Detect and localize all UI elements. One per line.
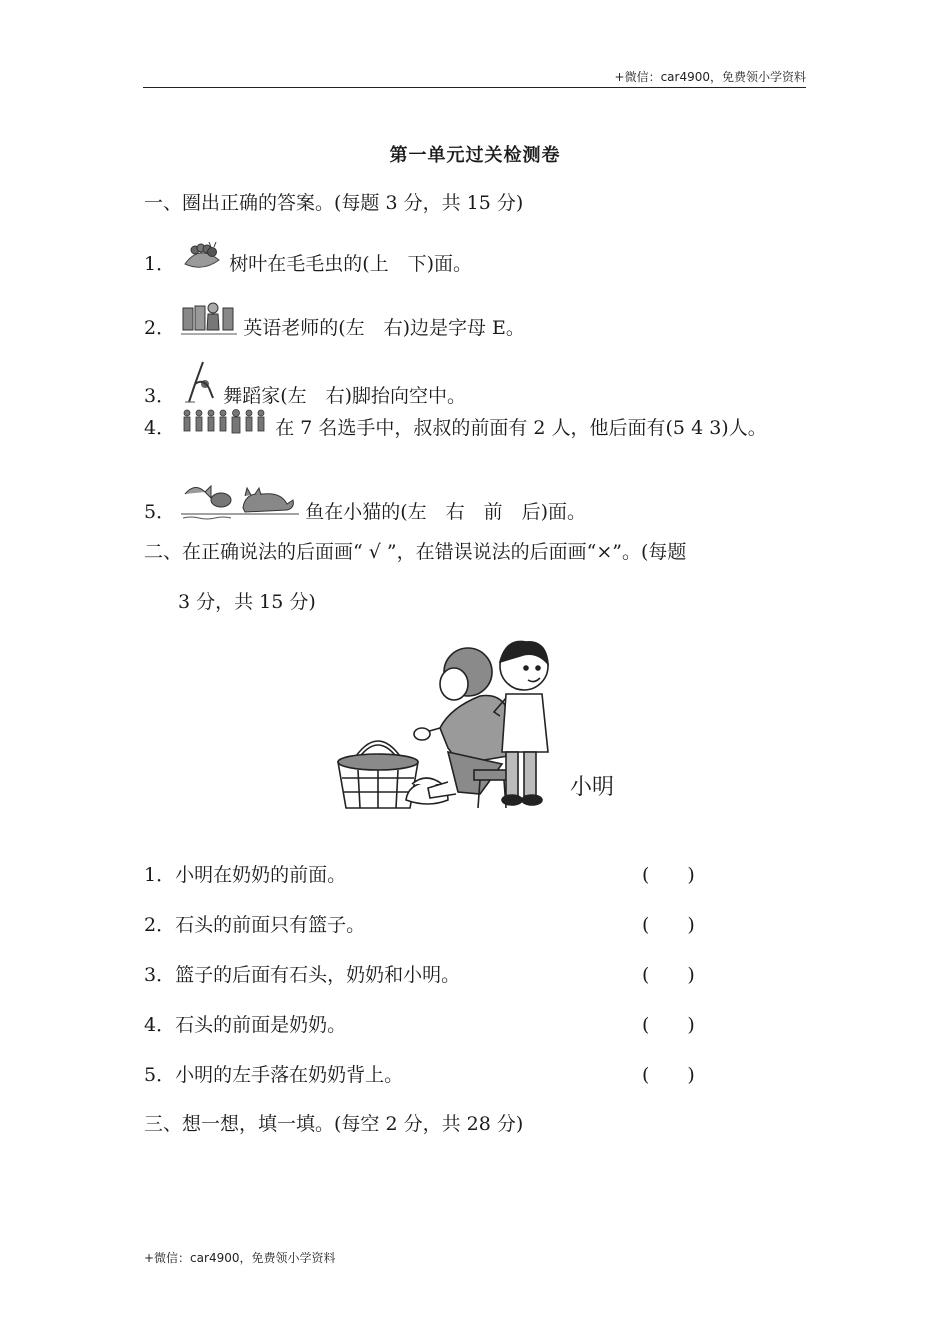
answer-blank-5[interactable]: ( )	[642, 1064, 695, 1086]
question-text: 鱼在小猫的(左 右 前 后)面。	[305, 501, 587, 523]
judge-item-3: 3．篮子的后面有石头，奶奶和小明。	[144, 964, 461, 986]
question-4	[144, 408, 767, 443]
teacher-letters-picture	[181, 298, 237, 343]
question-number: 3．	[144, 385, 176, 407]
question-2	[144, 298, 525, 343]
judge-item-2: 2．石头的前面只有篮子。	[144, 914, 366, 936]
question-1	[144, 238, 472, 279]
question-text: 英语老师的(左 右)边是字母 E。	[243, 317, 525, 339]
question-3	[144, 358, 466, 411]
question-number: 5．	[144, 501, 176, 523]
header-note: +微信：car4900，免费领小学资料	[614, 70, 806, 84]
question-text: 舞蹈家(左 右)脚抬向空中。	[223, 385, 467, 407]
section2-heading-line1: 二、在正确说法的后面画“ √ ”，在错误说法的后面画“×”。(每题	[144, 541, 687, 563]
answer-blank-4[interactable]: ( )	[642, 1014, 695, 1036]
grandma-xiaoming-picture	[330, 632, 570, 818]
caterpillar-leaf-picture	[181, 238, 223, 279]
judge-item-4: 4．石头的前面是奶奶。	[144, 1014, 347, 1036]
page-title: 第一单元过关检测卷	[389, 145, 561, 166]
fish-cat-picture	[181, 478, 299, 527]
question-number: 4．	[144, 417, 176, 439]
runners-picture	[181, 408, 269, 443]
section1-heading: 一、圈出正确的答案。(每题 3 分，共 15 分)	[144, 192, 524, 214]
question-5	[144, 478, 586, 527]
question-text: 树叶在毛毛虫的(上 下)面。	[229, 253, 473, 275]
answer-blank-3[interactable]: ( )	[642, 964, 695, 986]
section3-heading: 三、想一想，填一填。(每空 2 分，共 28 分)	[144, 1113, 524, 1135]
section2-heading-line2: 3 分，共 15 分)	[178, 591, 316, 613]
xiaoming-label: 小明	[570, 775, 615, 800]
answer-blank-2[interactable]: ( )	[642, 914, 695, 936]
dancer-picture	[181, 358, 217, 411]
question-number: 2．	[144, 317, 176, 339]
question-number: 1．	[144, 253, 176, 275]
judge-item-1: 1．小明在奶奶的前面。	[144, 864, 347, 886]
question-text: 在 7 名选手中，叔叔的前面有 2 人，他后面有(5 4 3)人。	[275, 417, 767, 439]
judge-item-5: 5．小明的左手落在奶奶背上。	[144, 1064, 404, 1086]
answer-blank-1[interactable]: ( )	[642, 864, 695, 886]
header-rule	[143, 87, 806, 88]
footer-note: +微信：car4900，免费领小学资料	[144, 1251, 336, 1265]
